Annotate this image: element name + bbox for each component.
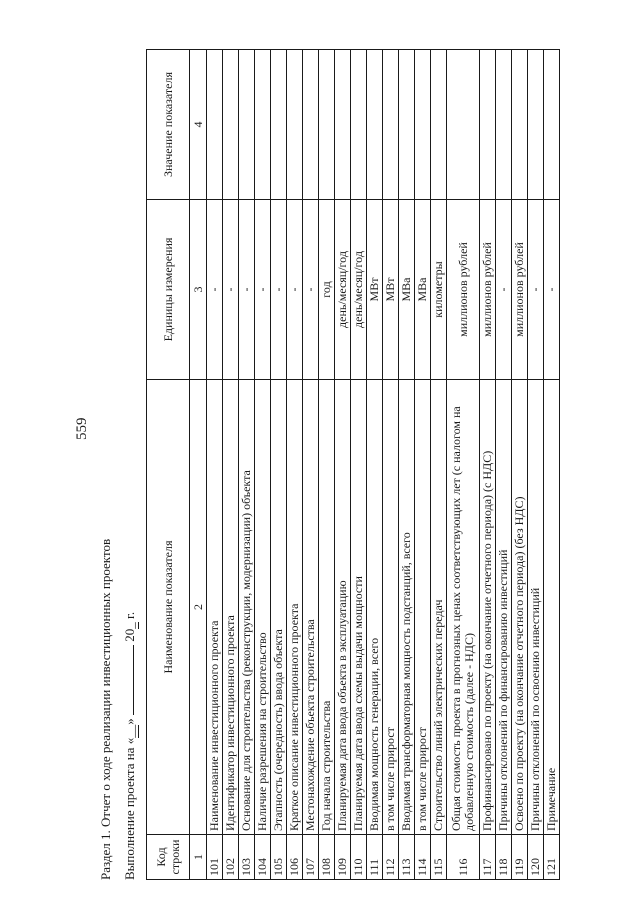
table-row [239,50,255,880]
row-unit: день/месяц/год [351,200,367,380]
table-row [367,50,383,880]
day-blank: __ [122,724,137,738]
column-number: 1 [190,835,207,880]
row-name: Наименование инвестиционного проекта [207,380,223,835]
table-row [351,50,367,880]
row-code: 110 [351,835,367,880]
year-prefix: 20 [122,628,137,642]
subtitle-middle: » [122,718,137,725]
header-code: Код строки [147,835,190,880]
table-row [271,50,287,880]
row-value [287,50,303,200]
column-number: 3 [190,200,207,380]
row-name: в том числе прирост [383,380,399,835]
row-code: 115 [431,835,447,880]
row-name: Наличие разрешения на строительство [255,380,271,835]
row-unit: километры [431,200,447,380]
project-date-line [122,612,139,880]
subtitle-suffix: г. [122,611,137,620]
row-code: 117 [480,835,496,880]
row-unit: МВа [399,200,415,380]
header-name: Наименование показателя [147,380,190,835]
row-value [207,50,223,200]
row-value [271,50,287,200]
row-unit: миллионов рублей [512,200,528,380]
row-unit: МВт [367,200,383,380]
row-unit: - [528,200,544,380]
row-code: 120 [528,835,544,880]
header-value: Значение показателя [147,50,190,200]
row-name: в том числе прирост [415,380,431,835]
row-name: Этапность (очередность) ввода объекта [271,380,287,835]
table-row [399,50,415,880]
table-row [207,50,223,880]
row-code: 108 [319,835,335,880]
row-unit: год [319,200,335,380]
table-row [447,50,480,880]
row-value [383,50,399,200]
row-unit: день/месяц/год [335,200,351,380]
subtitle-prefix: Выполнение проекта на « [122,737,137,880]
row-value [431,50,447,200]
row-unit: - [287,200,303,380]
row-value [415,50,431,200]
column-number: 2 [190,380,207,835]
row-value [335,50,351,200]
column-number: 4 [190,50,207,200]
row-name: Планируемая дата ввода объекта в эксплуатацию [335,380,351,835]
rotated-content [96,40,576,880]
row-value [512,50,528,200]
row-code: 116 [447,835,480,880]
row-name: Год начала строительства [319,380,335,835]
table-row [528,50,544,880]
row-code: 106 [287,835,303,880]
row-name: Примечание [544,380,560,835]
row-code: 121 [544,835,560,880]
header-row [147,50,190,880]
row-name: Вводимая трансформаторная мощность подстанций, всего [399,380,415,835]
row-name: Основание для строительства (реконструкции, модернизации) объекта [239,380,255,835]
row-code: 105 [271,835,287,880]
table-row [383,50,399,880]
row-name: Краткое описание инвестиционного проекта [287,380,303,835]
row-unit: - [207,200,223,380]
row-unit: - [303,200,319,380]
row-name: Общая стоимость проекта в прогнозных ценах соответствующих лет (с налогом на добавленную стоимость (далее - НДС) [447,380,480,835]
header-unit: Единицы измерения [147,200,190,380]
table-row [223,50,239,880]
row-value [528,50,544,200]
row-value [351,50,367,200]
row-value [223,50,239,200]
row-code: 109 [335,835,351,880]
row-name: Профинансировано по проекту (на окончание отчетного периода) (с НДС) [480,380,496,835]
row-name: Строительство линий электрических передач [431,380,447,835]
row-code: 111 [367,835,383,880]
row-unit: - [496,200,512,380]
row-code: 119 [512,835,528,880]
row-unit: миллионов рублей [447,200,480,380]
row-code: 118 [496,835,512,880]
row-name: Освоено по проекту (на окончание отчетного периода) (без НДС) [512,380,528,835]
table-row [335,50,351,880]
row-unit: - [271,200,287,380]
row-name: Идентификатор инвестиционного проекта [223,380,239,835]
table-row [512,50,528,880]
row-unit: - [239,200,255,380]
table-row [319,50,335,880]
row-unit: - [544,200,560,380]
row-name: Вводимая мощность генерации, всего [367,380,383,835]
row-unit: МВа [415,200,431,380]
table-row [544,50,560,880]
row-value [319,50,335,200]
row-code: 114 [415,835,431,880]
row-unit: миллионов рублей [480,200,496,380]
row-value [480,50,496,200]
row-code: 101 [207,835,223,880]
section-title: Раздел 1. Отчет о ходе реализации инвестиционных проектов [98,538,113,880]
row-unit: - [255,200,271,380]
page-number: 559 [74,417,90,440]
row-value [399,50,415,200]
table-row [431,50,447,880]
row-code: 113 [399,835,415,880]
row-code: 103 [239,835,255,880]
row-value [447,50,480,200]
column-number-row [190,50,207,880]
row-unit: МВт [383,200,399,380]
table-row [255,50,271,880]
row-value [255,50,271,200]
row-code: 102 [223,835,239,880]
table-row [415,50,431,880]
row-code: 104 [255,835,271,880]
row-value [239,50,255,200]
row-name: Причины отклонений по финансированию инвестиций [496,380,512,835]
row-value [544,50,560,200]
table-row [496,50,512,880]
row-name: Планируемая дата ввода схемы выдачи мощности [351,380,367,835]
row-unit: - [223,200,239,380]
row-code: 112 [383,835,399,880]
report-table [146,49,560,880]
row-value [303,50,319,200]
table-row [480,50,496,880]
row-value [367,50,383,200]
row-value [496,50,512,200]
table-row [287,50,303,880]
row-code: 107 [303,835,319,880]
row-name: Причины отклонений по освоению инвестиций [528,380,544,835]
month-blank [133,645,134,715]
table-row [303,50,319,880]
row-name: Местонахождение объекта строительства [303,380,319,835]
year-blank: _ [122,622,137,629]
